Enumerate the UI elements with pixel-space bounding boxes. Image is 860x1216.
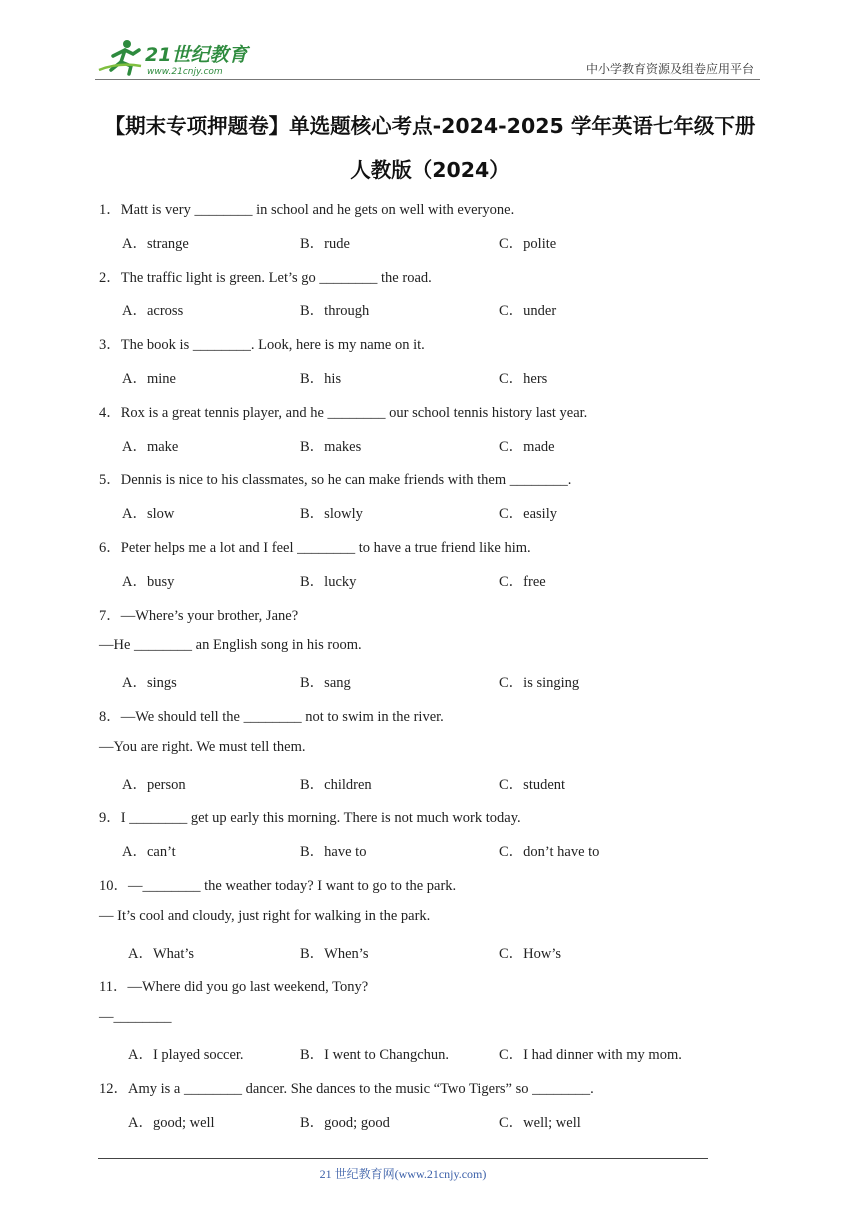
answer-option-c[interactable]: C．don’t have to: [499, 844, 600, 861]
answer-option-a[interactable]: A．slow: [122, 506, 175, 523]
question-stem: 5．Dennis is nice to his classmates, so he can make friends with them ________.: [99, 472, 572, 489]
footer-divider: [98, 1158, 708, 1159]
logo-url: www.21cnjy.com: [147, 67, 223, 77]
question-dialogue-line: —________: [99, 1009, 172, 1026]
answer-option-a[interactable]: A．What’s: [128, 945, 195, 962]
answer-option-c[interactable]: C．student: [499, 776, 566, 793]
answer-option-c[interactable]: C．easily: [499, 506, 557, 523]
answer-option-c[interactable]: C．made: [499, 438, 555, 455]
answer-option-a[interactable]: A．strange: [122, 235, 189, 252]
answer-option-c[interactable]: C．How’s: [499, 945, 562, 962]
question-dialogue-line: —You are right. We must tell them.: [99, 738, 306, 755]
answer-option-b[interactable]: B．sang: [300, 675, 351, 692]
answer-option-a[interactable]: A．make: [122, 438, 179, 455]
logo-text: 21世纪教育: [145, 44, 248, 66]
answer-option-b[interactable]: B．rude: [300, 235, 350, 252]
platform-name: 中小学教育资源及组卷应用平台: [585, 62, 754, 76]
question-stem: 8．—We should tell the ________ not to swim in the river.: [99, 709, 444, 725]
logo-graphic: [95, 36, 265, 78]
answer-option-c[interactable]: C．free: [499, 573, 546, 590]
answer-option-a[interactable]: A．I played soccer.: [128, 1047, 244, 1063]
page-subtitle: 人教版（2024）: [350, 158, 510, 182]
page-title: 【期末专项押题卷】单选题核心考点-2024-2025 学年英语七年级下册: [104, 114, 756, 138]
answer-option-a[interactable]: A．across: [122, 303, 184, 320]
answer-option-a[interactable]: A．mine: [122, 371, 176, 387]
answer-option-c[interactable]: C．hers: [499, 371, 548, 387]
answer-option-c[interactable]: C．is singing: [499, 675, 580, 692]
question-stem: 3．The book is ________. Look, here is my name on it.: [99, 337, 425, 354]
question-stem: 4．Rox is a great tennis player, and he ________ our school tennis history last year.: [99, 404, 588, 421]
answer-option-b[interactable]: B．When’s: [300, 945, 369, 962]
question-dialogue-line: — It’s cool and cloudy, just right for walking in the park.: [99, 907, 431, 924]
answer-option-a[interactable]: A．good; well: [128, 1114, 215, 1131]
footer-text: 21 世纪教育网(www.21cnjy.com): [319, 1167, 487, 1181]
answer-option-c[interactable]: C．I had dinner with my mom.: [499, 1047, 682, 1063]
question-stem: 6．Peter helps me a lot and I feel ________ to have a true friend like him.: [99, 540, 531, 556]
answer-option-b[interactable]: B．I went to Changchun.: [300, 1047, 450, 1063]
answer-option-c[interactable]: C．under: [499, 303, 557, 320]
question-stem: 1．Matt is very ________ in school and he gets on well with everyone.: [99, 202, 515, 218]
logo: [95, 36, 265, 78]
answer-option-a[interactable]: A．person: [122, 776, 186, 793]
answer-option-b[interactable]: B．children: [300, 776, 372, 793]
question-stem: 10．—________ the weather today? I want to go to the park.: [99, 878, 457, 894]
answer-option-b[interactable]: B．lucky: [300, 573, 357, 590]
page-header: [95, 30, 760, 80]
question-stem: 9．I ________ get up early this morning. There is not much work today.: [99, 810, 521, 827]
answer-option-b[interactable]: B．his: [300, 371, 342, 387]
question-dialogue-line: —He ________ an English song in his room.: [99, 637, 362, 654]
answer-option-a[interactable]: A．busy: [122, 573, 175, 590]
answer-option-c[interactable]: C．polite: [499, 235, 557, 252]
answer-option-b[interactable]: B．good; good: [300, 1114, 390, 1131]
answer-option-b[interactable]: B．through: [300, 303, 370, 320]
question-stem: 7．—Where’s your brother, Jane?: [99, 607, 299, 624]
answer-option-a[interactable]: A．sings: [122, 675, 177, 692]
answer-option-c[interactable]: C．well; well: [499, 1114, 581, 1131]
answer-option-b[interactable]: B．slowly: [300, 506, 363, 523]
question-stem: 2．The traffic light is green. Let’s go ________ the road.: [99, 269, 432, 286]
answer-option-b[interactable]: B．makes: [300, 438, 362, 455]
question-stem: 11．—Where did you go last weekend, Tony?: [99, 979, 369, 996]
header-divider: [95, 79, 760, 80]
answer-option-a[interactable]: A．can’t: [122, 844, 176, 861]
question-stem: 12．Amy is a ________ dancer. She dances to the music “Two Tigers” so ________.: [99, 1080, 594, 1097]
answer-option-b[interactable]: B．have to: [300, 844, 367, 861]
